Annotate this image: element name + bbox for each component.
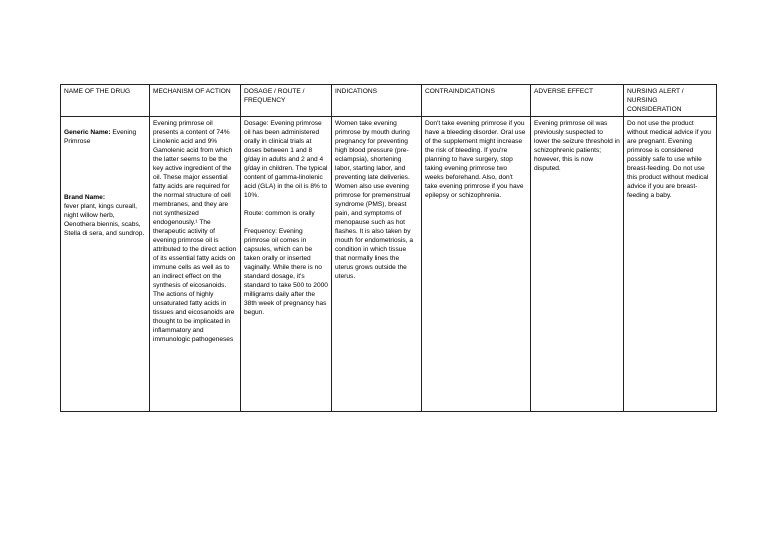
header-contraindications: CONTRAINDICATIONS <box>422 85 531 117</box>
header-mechanism: MECHANISM OF ACTION <box>150 85 241 117</box>
header-adverse-effect: ADVERSE EFFECT <box>531 85 624 117</box>
brand-name-value: fever plant, kings cureall, night willow herb, Oenothera biennis, scabs, Stella di sera, and sundrop. <box>64 203 145 237</box>
dosage-text: Dosage: Evening primrose oil has been administered orally in clinical trials at doses between 1 and 8 g/day in adults and 2 and 4 g/day in children. The typical content of gamma-linolenic acid (GLA) in the oil is 8% to 10%. <box>244 120 328 199</box>
header-dosage: DOSAGE / ROUTE / FREQUENCY <box>241 85 332 117</box>
cell-adverse-effect: Evening primrose oil was previously suspected to lower the seizure threshold in schizophrenic patients; however, this is now disputed. <box>531 117 624 412</box>
header-row <box>61 85 717 117</box>
drug-table <box>60 84 717 412</box>
cell-nursing-alert: Do not use the product without medical advice if you are pregnant. Evening primrose is considered possibly safe to use while breast-feeding. Do not use this product without medical advice if you are breast-feeding a baby. <box>624 117 717 412</box>
route-text: Route: common is orally <box>244 210 315 217</box>
cell-mechanism: Evening primrose oil presents a content of 74% Linolenic acid and 9% Gamolenic acid from which the latter seems to be the key active ingredient of the oil. These major essential fatty acids are required for the normal structure of cell membranes, and they are not synthesized endogenously.¹ The therapeutic activity of evening primrose oil is attributed to the direct action of its essential fatty acids on immune cells as well as to an indirect effect on the synthesis of eicosanoids. The actions of highly unsaturated fatty acids in tissues and eicosanoids are thought to be implicated in inflammatory and immunologic pathogeneses <box>150 117 241 412</box>
cell-drug-name <box>61 117 150 412</box>
cell-dosage <box>241 117 332 412</box>
header-nursing-alert: NURSING ALERT / NURSING CONSIDERATION <box>624 85 717 117</box>
cell-contraindications: Don't take evening primrose if you have a bleeding disorder. Oral use of the supplement might increase the risk of bleeding. If you're planning to have surgery, stop taking evening primrose two weeks beforehand. Also, don't take evening primrose if you have epilepsy or schizophrenia. <box>422 117 531 412</box>
header-name-of-drug: NAME OF THE DRUG <box>61 85 150 117</box>
header-indications: INDICATIONS <box>332 85 422 117</box>
generic-name-value: Evening Primrose <box>64 129 137 145</box>
brand-name-label: Brand Name: <box>64 194 106 201</box>
generic-name-label: Generic Name: <box>64 129 111 136</box>
frequency-text: Frequency: Evening primrose oil comes in capsules, which can be taken orally or inserted vaginally. While there is no standard dosage, it's standard to take 500 to 2000 milligrams daily after the 38th week of pregnancy has begun. <box>244 228 328 316</box>
cell-indications: Women take evening primrose by mouth during pregnancy for preventing high blood pressure (pre-eclampsia), shortening labor, starting labor, and preventing late deliveries. Women also use evening primrose for premenstrual syndrome (PMS), breast pain, and symptoms of menopause such as hot flashes. It is also taken by mouth for endometriosis, a condition in which tissue that normally lines the uterus grows outside the uterus. <box>332 117 422 412</box>
table-row <box>61 117 717 412</box>
